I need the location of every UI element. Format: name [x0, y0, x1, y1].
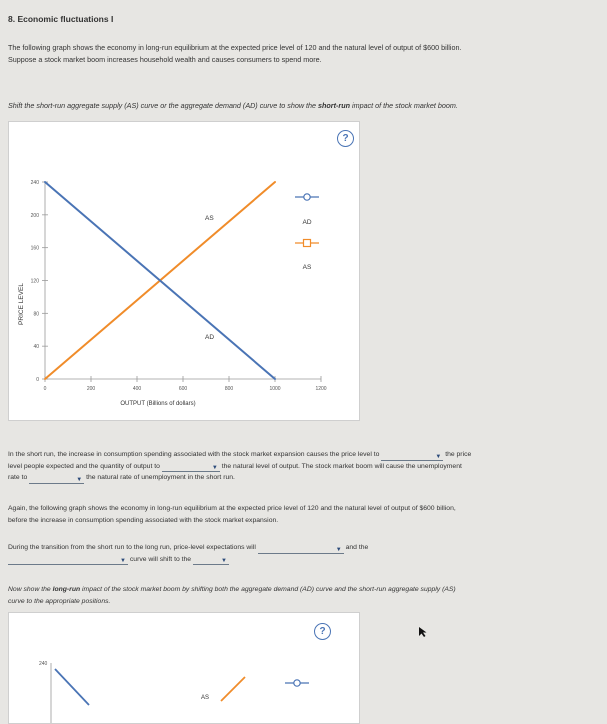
q1-text-d: the natural level of output. The stock market boom will cause the unemployment [221, 462, 462, 470]
x-tick-label: 1000 [269, 386, 281, 392]
question-4 [8, 584, 598, 607]
y-tick-240-2: 240 [39, 661, 48, 667]
as-curve-label: AS [205, 215, 214, 222]
graph-panel [8, 121, 360, 421]
x-tick-label: 1200 [315, 386, 327, 392]
q4-bold: long-run [52, 586, 81, 593]
expectations-dropdown[interactable]: ▼ [258, 544, 344, 554]
instruction-bold: short-run [318, 101, 350, 110]
y-tick-label: 120 [30, 278, 39, 285]
y-tick-label: 0 [36, 377, 39, 383]
q3-text-a: During the transition from the short run to the long run, price-level expectations will [8, 544, 256, 551]
question-title: 8. Economic fluctuations I [8, 14, 114, 24]
x-tick-label: 0 [43, 386, 47, 392]
graph-curves[interactable] [45, 182, 275, 379]
q2-line-2: before the increase in consumption spending associated with the stock market expansion. [8, 516, 279, 524]
question-1 [8, 449, 598, 484]
y-tick-label: 80 [33, 311, 39, 318]
y-tick-label: 40 [33, 344, 39, 351]
question-2 [8, 503, 598, 526]
graph-axes [31, 180, 327, 392]
q4-line-2: curve to the appropriate positions. [8, 597, 111, 605]
ad-legend-tool[interactable] [295, 194, 319, 226]
y-axis-label: PRICE LEVEL [18, 283, 25, 325]
instruction-suffix: impact of the stock market boom. [349, 101, 458, 110]
ad-as-graph [9, 122, 359, 420]
q3-text-c: curve will shift to the [129, 555, 192, 563]
intro-line-1: The following graph shows the economy in long-run equilibrium at the expected price level of 120 and the natural level of output of $600 billion. [8, 43, 462, 52]
ad-as-graph-2 [9, 613, 359, 723]
as-curve-2[interactable] [221, 677, 245, 701]
q1-text-e: rate to [8, 474, 28, 481]
price-level-dropdown[interactable]: ▼ [381, 451, 443, 461]
as-legend-tool[interactable] [295, 240, 319, 272]
instruction-prefix: Shift the short-run aggregate supply (AS) curve or the aggregate demand (AD) curve to show the [8, 101, 319, 110]
x-axis-label: OUTPUT (Billions of dollars) [120, 401, 196, 407]
x-tick-label: 200 [86, 386, 96, 392]
q1-text-c: level people expected and the quantity of output to [8, 462, 160, 470]
instruction-text [8, 101, 598, 110]
curve-dropdown[interactable]: ▼ [8, 555, 128, 565]
direction-dropdown[interactable]: ▼ [193, 555, 229, 565]
as-curve-label-2: AS [201, 695, 210, 701]
help-icon-2[interactable]: ? [314, 623, 331, 640]
x-tick-label: 600 [178, 386, 188, 392]
output-dropdown[interactable]: ▼ [162, 462, 220, 472]
x-tick-label: 800 [224, 386, 234, 392]
unemployment-dropdown[interactable]: ▼ [29, 474, 84, 484]
y-tick-label: 200 [30, 212, 39, 219]
ad-legend-handle-2[interactable] [294, 680, 300, 686]
y-tick-label: 160 [30, 245, 39, 252]
cursor-icon [418, 626, 428, 638]
q4-suffix: impact of the stock market boom by shifting both the aggregate demand (AD) curve and the short-run aggregate supply (AS) [80, 586, 456, 593]
graph-panel-2 [8, 612, 360, 724]
help-icon[interactable]: ? [337, 130, 354, 147]
q1-text-b: the price [445, 451, 472, 458]
q4-prefix: Now show the [8, 586, 53, 593]
x-tick-label: 400 [132, 386, 142, 392]
q1-text-a: In the short run, the increase in consumption spending associated with the stock market expansion causes the price level to [8, 451, 380, 458]
as-legend-label: AS [302, 264, 312, 271]
q3-text-b: and the [345, 544, 369, 551]
q2-line-1: Again, the following graph shows the economy in long-run equilibrium at the expected price level of 120 and the natural level of output of $600 billion, [8, 505, 456, 512]
ad-legend-label: AD [302, 219, 312, 226]
q1-text-f: the natural rate of unemployment in the short run. [86, 474, 235, 481]
intro-text [8, 42, 598, 66]
intro-line-2: Suppose a stock market boom increases household wealth and causes consumers to spend more. [8, 55, 322, 64]
question-3 [8, 542, 598, 565]
y-tick-label: 240 [30, 180, 39, 186]
ad-curve-label: AD [205, 334, 215, 341]
